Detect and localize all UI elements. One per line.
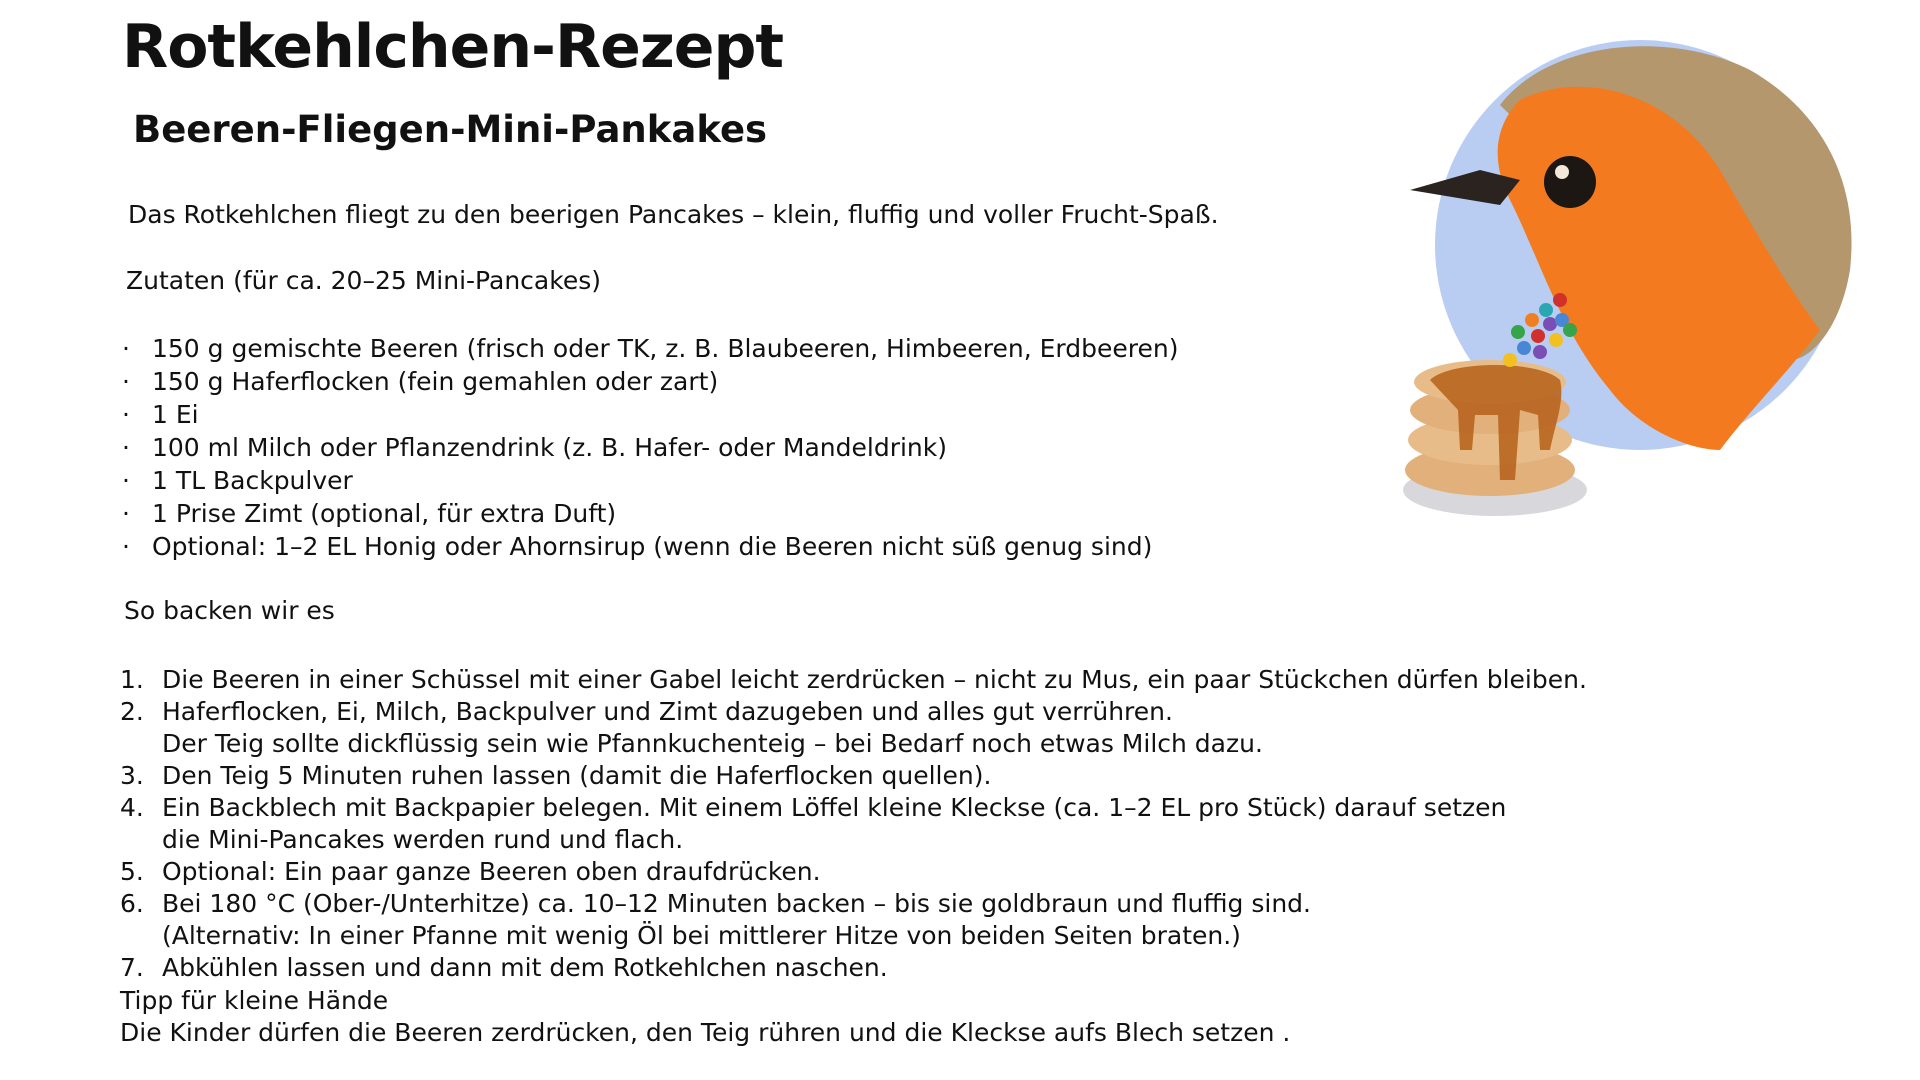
step-number: 5. [120, 857, 144, 886]
step-number: 6. [120, 889, 144, 918]
step-text: Haferflocken, Ei, Milch, Backpulver und Zimt dazugeben und alles gut verrühren. [162, 697, 1173, 726]
ingredient-text: 1 Ei [152, 400, 199, 429]
step-text: Optional: Ein paar ganze Beeren oben draufdrücken. [162, 857, 821, 886]
step-item [120, 888, 1587, 952]
recipe-intro: Das Rotkehlchen fliegt zu den beerigen Pancakes – klein, fluffig und voller Frucht-Spaß. [128, 200, 1219, 229]
ingredient-item [122, 499, 1178, 532]
bullet-dot: · [122, 400, 130, 429]
ingredient-text: 100 ml Milch oder Pflanzendrink (z. B. Hafer- oder Mandeldrink) [152, 433, 948, 462]
step-item [120, 856, 1587, 888]
step-text: Den Teig 5 Minuten ruhen lassen (damit die Haferflocken quellen). [162, 761, 992, 790]
ingredient-text: 1 Prise Zimt (optional, für extra Duft) [152, 499, 617, 528]
ingredient-item [122, 367, 1178, 400]
robin-eye-highlight [1555, 165, 1569, 179]
step-item [120, 664, 1587, 696]
step-text: Bei 180 °C (Ober-/Unterhitze) ca. 10–12 Minuten backen – bis sie goldbraun und fluffig sind. [162, 889, 1311, 918]
recipe-title: Rotkehlchen-Rezept [122, 12, 784, 82]
step-item [120, 952, 1587, 984]
step-text: Die Beeren in einer Schüssel mit einer Gabel leicht zerdrücken – nicht zu Mus, ein paar Stückchen dürfen bleiben. [162, 665, 1587, 694]
step-text-continued: die Mini-Pancakes werden rund und flach. [162, 825, 684, 854]
step-text-continued: (Alternativ: In einer Pfanne mit wenig Öl bei mittlerer Hitze von beiden Seiten braten.) [162, 921, 1241, 950]
ingredient-text: Optional: 1–2 EL Honig oder Ahornsirup (wenn die Beeren nicht süß genug sind) [152, 532, 1153, 561]
step-number: 4. [120, 793, 144, 822]
bullet-dot: · [122, 334, 130, 363]
ingredient-text: 150 g gemischte Beeren (frisch oder TK, z. B. Blaubeeren, Himbeeren, Erdbeeren) [152, 334, 1179, 363]
bullet-dot: · [122, 466, 130, 495]
ingredient-item [122, 433, 1178, 466]
bullet-dot: · [122, 367, 130, 396]
step-item [120, 760, 1587, 792]
robin-pancake-illustration [1390, 30, 1870, 550]
ingredient-item [122, 466, 1178, 499]
ingredient-item [122, 334, 1178, 367]
step-number: 7. [120, 953, 144, 982]
step-number: 2. [120, 697, 144, 726]
ingredient-item [122, 400, 1178, 433]
recipe-subtitle: Beeren-Fliegen-Mini-Pankakes [133, 108, 768, 151]
ingredient-item [122, 532, 1178, 565]
step-text-continued: Der Teig sollte dickflüssig sein wie Pfannkuchenteig – bei Bedarf noch etwas Milch dazu. [162, 729, 1263, 758]
robin-eye [1544, 156, 1596, 208]
bullet-dot: · [122, 532, 130, 561]
step-number: 1. [120, 665, 144, 694]
ingredient-text: 150 g Haferflocken (fein gemahlen oder zart) [152, 367, 719, 396]
step-item [120, 696, 1587, 760]
ingredients-list [122, 334, 1178, 565]
step-item [120, 792, 1587, 856]
steps-list [120, 664, 1587, 984]
step-number: 3. [120, 761, 144, 790]
step-text: Abkühlen lassen und dann mit dem Rotkehlchen naschen. [162, 953, 888, 982]
step-text: Ein Backblech mit Backpapier belegen. Mit einem Löffel kleine Kleckse (ca. 1–2 EL pro Stück) darauf setzen [162, 793, 1507, 822]
bullet-dot: · [122, 499, 130, 528]
bullet-dot: · [122, 433, 130, 462]
steps-heading: So backen wir es [124, 596, 335, 625]
ingredients-heading: Zutaten (für ca. 20–25 Mini-Pancakes) [126, 266, 601, 295]
tip-text: Die Kinder dürfen die Beeren zerdrücken, den Teig rühren und die Kleckse aufs Blech setzen . [120, 1018, 1291, 1047]
ingredient-text: 1 TL Backpulver [152, 466, 353, 495]
tip-heading: Tipp für kleine Hände [120, 986, 389, 1015]
